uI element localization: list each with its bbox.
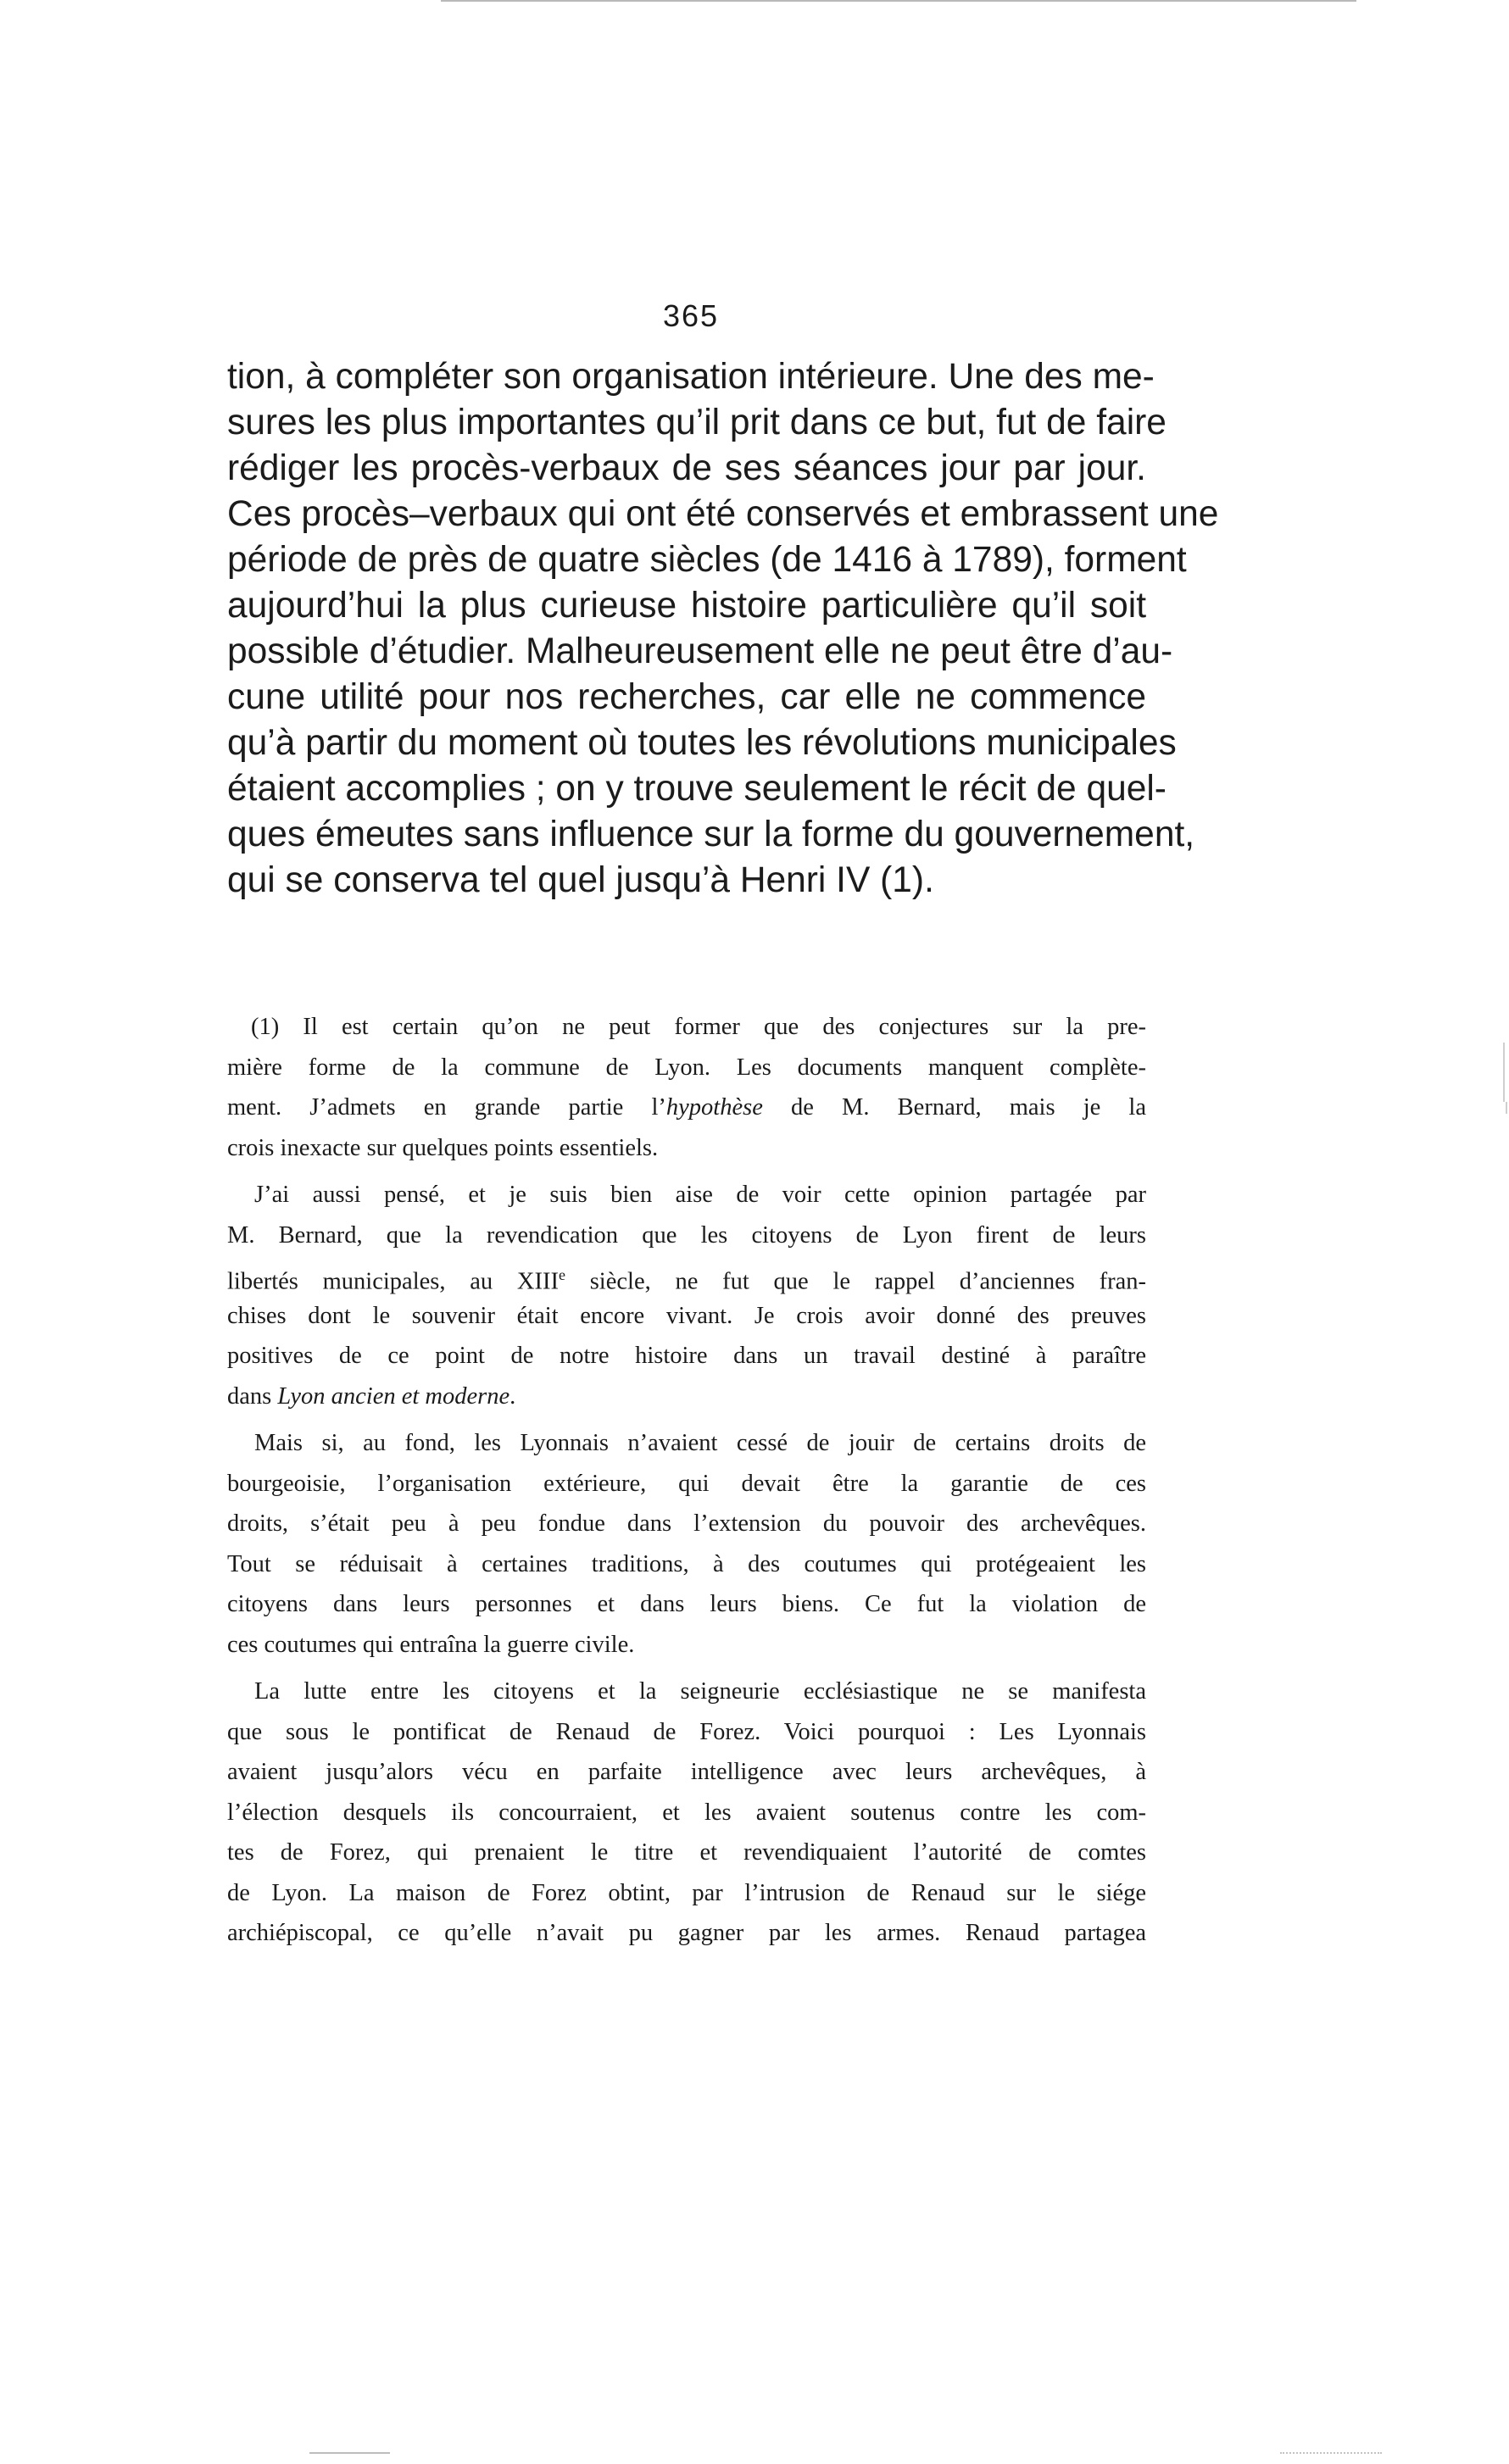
footnote-line: chises dont le souvenir était encore vivant. Je crois avoir donné des preuves bbox=[227, 1302, 1146, 1329]
text-line: tion, à compléter son organisation intérieure. Une des me- bbox=[227, 357, 1155, 397]
footnote-paragraph bbox=[227, 1175, 1146, 1416]
footnote-line: droits, s’était peu à peu fondue dans l’extension du pouvoir des archevêques. bbox=[227, 1510, 1146, 1537]
footnote-line: positives de ce point de notre histoire dans un travail destiné à paraître bbox=[227, 1343, 1146, 1369]
scan-edge-bottom bbox=[309, 2452, 390, 2456]
footnote-line: crois inexacte sur quelques points essentiels. bbox=[227, 1134, 659, 1161]
text-line: qu’à partir du moment où toutes les révolutions municipales bbox=[227, 723, 1177, 763]
footnote-line bbox=[227, 1377, 1146, 1417]
footnote-line bbox=[227, 1255, 1146, 1296]
footnote-paragraph bbox=[227, 1423, 1146, 1665]
footnote-paragraph bbox=[227, 1671, 1146, 1954]
footnote-italic-title: Lyon ancien et moderne bbox=[277, 1382, 510, 1410]
footnote-line: citoyens dans leurs personnes et dans leurs biens. Ce fut la violation de bbox=[227, 1591, 1146, 1617]
text-line: Ces procès–verbaux qui ont été conservés et embrassent une bbox=[227, 494, 1219, 534]
text-line: qui se conserva tel quel jusqu’à Henri IV (1). bbox=[227, 860, 934, 900]
footnote-line: que sous le pontificat de Renaud de Forez. Voici pourquoi : Les Lyonnais bbox=[227, 1718, 1146, 1745]
text-line: rédiger les procès-verbaux de ses séances jour par jour. bbox=[227, 448, 1146, 488]
footnote-line: La lutte entre les citoyens et la seigneurie ecclésiastique ne se manifesta bbox=[254, 1678, 1146, 1705]
footnote-line: mière forme de la commune de Lyon. Les documents manquent complète- bbox=[227, 1054, 1146, 1081]
footnote-line bbox=[227, 1087, 1146, 1128]
text-line: étaient accomplies ; on y trouve seulement le récit de quel- bbox=[227, 769, 1167, 809]
text-line: aujourd’hui la plus curieuse histoire particulière qu’il soit bbox=[227, 586, 1146, 626]
footnote-text: . bbox=[509, 1382, 516, 1410]
footnote-line: avaient jusqu’alors vécu en parfaite intelligence avec leurs archevêques, à bbox=[227, 1759, 1146, 1785]
footnote-superscript: e bbox=[558, 1266, 565, 1283]
page-number: 365 bbox=[662, 298, 720, 333]
footnote-text: dans bbox=[227, 1382, 278, 1410]
footnote-text: de M. Bernard, mais je la bbox=[762, 1094, 1146, 1121]
main-text-block bbox=[227, 354, 1219, 904]
text-line: période de près de quatre siècles (de 1416 à 1789), forment bbox=[227, 540, 1187, 580]
scan-edge-right-mark bbox=[1503, 1043, 1505, 1102]
footnote-line: archiépiscopal, ce qu’elle n’avait pu gagner par les armes. Renaud partagea bbox=[227, 1920, 1146, 1946]
footnote-line: de Lyon. La maison de Forez obtint, par l’intrusion de Renaud sur le siége bbox=[227, 1879, 1146, 1906]
footnote-italic: hypothèse bbox=[665, 1094, 763, 1121]
scan-edge-bottom bbox=[1280, 2452, 1382, 2456]
footnote-line: Mais si, au fond, les Lyonnais n’avaient cessé de jouir de certains droits de bbox=[254, 1430, 1146, 1456]
text-line: sures les plus importantes qu’il prit dans ce but, fut de faire bbox=[227, 403, 1167, 442]
footnote-line: Tout se réduisait à certaines traditions, à des coutumes qui protégeaient les bbox=[227, 1550, 1146, 1577]
footnote-line: ces coutumes qui entraîna la guerre civile. bbox=[227, 1631, 635, 1658]
footnote-line: tes de Forez, qui prenaient le titre et revendiquaient l’autorité de comtes bbox=[227, 1839, 1146, 1866]
footnote-line: M. Bernard, que la revendication que les citoyens de Lyon firent de leurs bbox=[227, 1221, 1146, 1249]
footnote-text: libertés municipales, au XIII bbox=[227, 1268, 559, 1295]
footnote-text: siècle, ne fut que le rappel d’anciennes fran- bbox=[565, 1268, 1146, 1295]
scan-edge-right-mark bbox=[1506, 1102, 1507, 1114]
text-line: possible d’étudier. Malheureusement elle ne peut être d’au- bbox=[227, 631, 1173, 671]
footnotes bbox=[227, 1007, 1146, 1961]
text-line: ques émeutes sans influence sur la forme du gouvernement, bbox=[227, 815, 1195, 854]
footnote-line: J’ai aussi pensé, et je suis bien aise de voir cette opinion partagée par bbox=[254, 1182, 1146, 1208]
text-line: cune utilité pour nos recherches, car elle ne commence bbox=[227, 677, 1146, 717]
scan-edge-top bbox=[441, 0, 1356, 4]
footnote-line: (1) Il est certain qu’on ne peut former que des conjectures sur la pre- bbox=[251, 1014, 1146, 1040]
footnote-text: ment. J’admets en grande partie l’ bbox=[227, 1094, 666, 1121]
footnote-line: l’élection desquels ils concourraient, et les avaient soutenus contre les com- bbox=[227, 1799, 1146, 1826]
footnote-line: bourgeoisie, l’organisation extérieure, qui devait être la garantie de ces bbox=[227, 1470, 1146, 1497]
footnote-paragraph bbox=[227, 1007, 1146, 1168]
